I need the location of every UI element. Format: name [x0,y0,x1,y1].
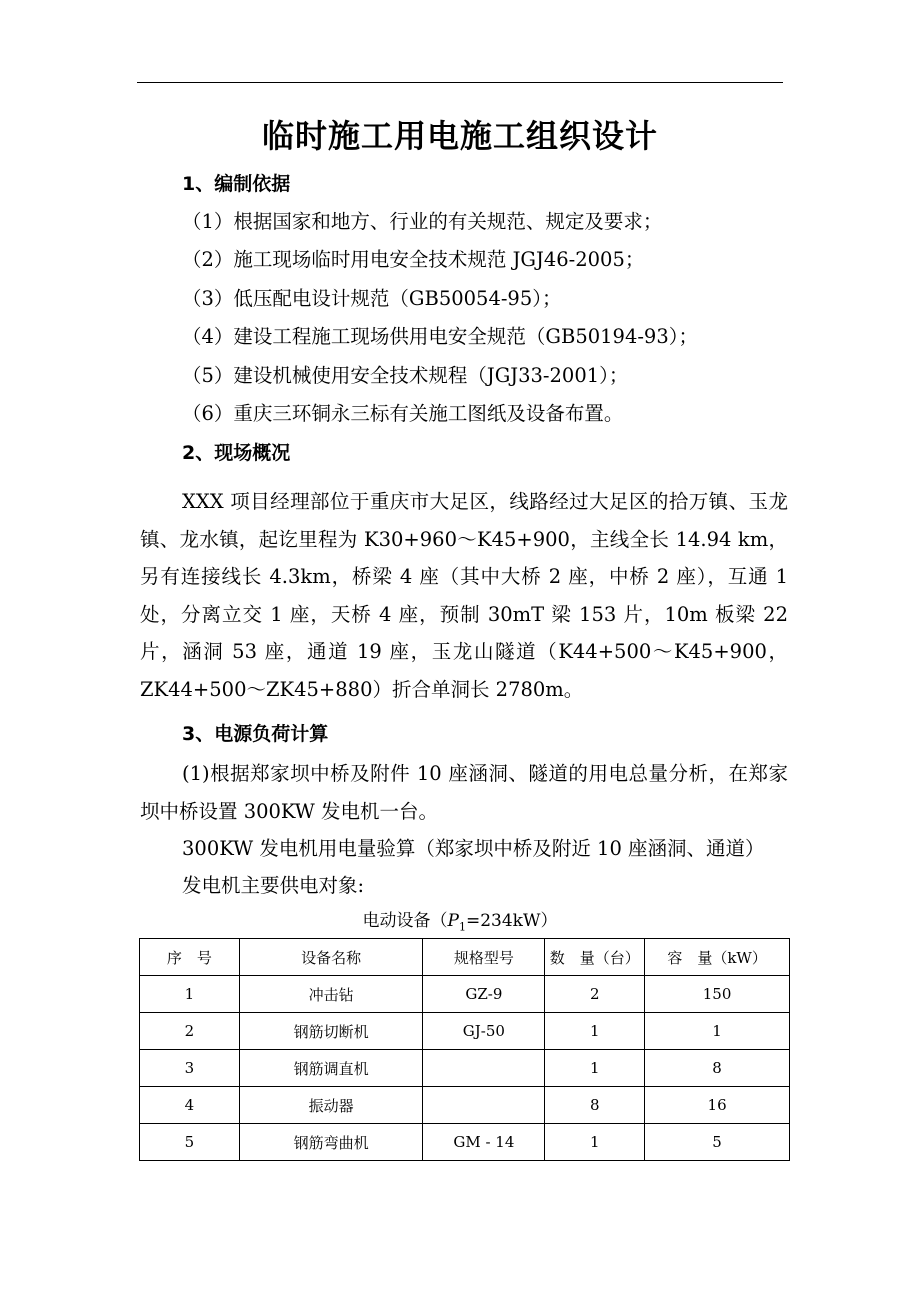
caption-prefix: 电动设备（ [362,911,448,931]
table-cell: 1 [545,1013,645,1050]
supply-objects-line: 发电机主要供电对象: [182,874,365,897]
table-cell: GJ-50 [423,1013,545,1050]
header-cell-number: 序 号 [140,939,240,976]
table-cell: 钢筋调直机 [239,1050,423,1087]
header-rule [137,82,783,83]
table-cell: 8 [545,1087,645,1124]
table-cell [423,1087,545,1124]
table-cell: 2 [545,976,645,1013]
table-cell: 振动器 [239,1087,423,1124]
equipment-table [139,938,790,1161]
document-title: 临时施工用电施工组织设计 [261,117,658,155]
basis-item-1: （1）根据国家和地方、行业的有关规范、规定及要求； [182,210,663,233]
table-cell: 3 [140,1050,240,1087]
table-cell [423,1050,545,1087]
section1-heading: 1、编制依据 [182,173,291,195]
table-cell: 1 [140,976,240,1013]
table-cell: 1 [645,1013,790,1050]
table-cell: GM - 14 [423,1124,545,1161]
table-cell: 2 [140,1013,240,1050]
table-cell: 1 [545,1124,645,1161]
basis-item-3: （3）低压配电设计规范（GB50054-95）； [182,287,562,310]
header-cell-model: 规格型号 [423,939,545,976]
header-cell-quantity: 数 量（台） [545,939,645,976]
table-row [140,1124,790,1161]
basis-item-2: （2）施工现场临时用电安全技术规范 JGJ46-2005； [182,248,645,271]
table-cell: 4 [140,1087,240,1124]
caption-suffix: =234kW） [465,911,558,931]
basis-item-6: （6）重庆三环铜永三标有关施工图纸及设备布置。 [182,402,624,425]
header-cell-capacity: 容 量（kW） [645,939,790,976]
table-row [140,1013,790,1050]
table-cell: 钢筋弯曲机 [239,1124,423,1161]
generator-check-line: 300KW 发电机用电量验算（郑家坝中桥及附近 10 座涵洞、通道） [182,837,765,860]
basis-item-5: （5）建设机械使用安全技术规程（JGJ33-2001）； [182,364,629,387]
table-cell: 5 [140,1124,240,1161]
table-cell: 16 [645,1087,790,1124]
table-cell: 8 [645,1050,790,1087]
section2-heading: 2、现场概况 [182,442,291,464]
table-caption [0,908,920,940]
load-analysis-paragraph: (1)根据郑家坝中桥及附件 10 座涵洞、隧道的用电总量分析，在郑家坝中桥设置 300KW 发电机一台。 [140,762,788,823]
table-cell: 5 [645,1124,790,1161]
table-cell: 钢筋切断机 [239,1013,423,1050]
site-overview-paragraph: XXX 项目经理部位于重庆市大足区，线路经过大足区的拾万镇、玉龙镇、龙水镇，起讫里程为 K30+960～K45+900，主线全长 14.94 km，另有连接线长 4.3km，桥梁 4 座（其中大桥 2 座，中桥 2 座），互通 1 处，分离立交 1 座，天桥 4 座，预制 30mT 梁 153 片，10m 板梁 22 片，涵洞 53 座，通道 19 座，玉龙山隧道（K44+500～K45+900，ZK44+500～ZK45+880）折合单洞长 2780m。 [140,490,788,701]
table-cell: 冲击钻 [239,976,423,1013]
table-cell: 1 [545,1050,645,1087]
table-row [140,1087,790,1124]
table-cell: GZ-9 [423,976,545,1013]
table-row [140,1050,790,1087]
section3-heading: 3、电源负荷计算 [182,723,329,745]
caption-subscript: 1 [458,920,466,934]
table-row [140,976,790,1013]
table-cell: 150 [645,976,790,1013]
caption-variable: P [447,911,459,931]
basis-item-4: （4）建设工程施工现场供用电安全规范（GB50194-93）； [182,325,698,348]
header-cell-name: 设备名称 [239,939,423,976]
table-header-row [140,939,790,976]
